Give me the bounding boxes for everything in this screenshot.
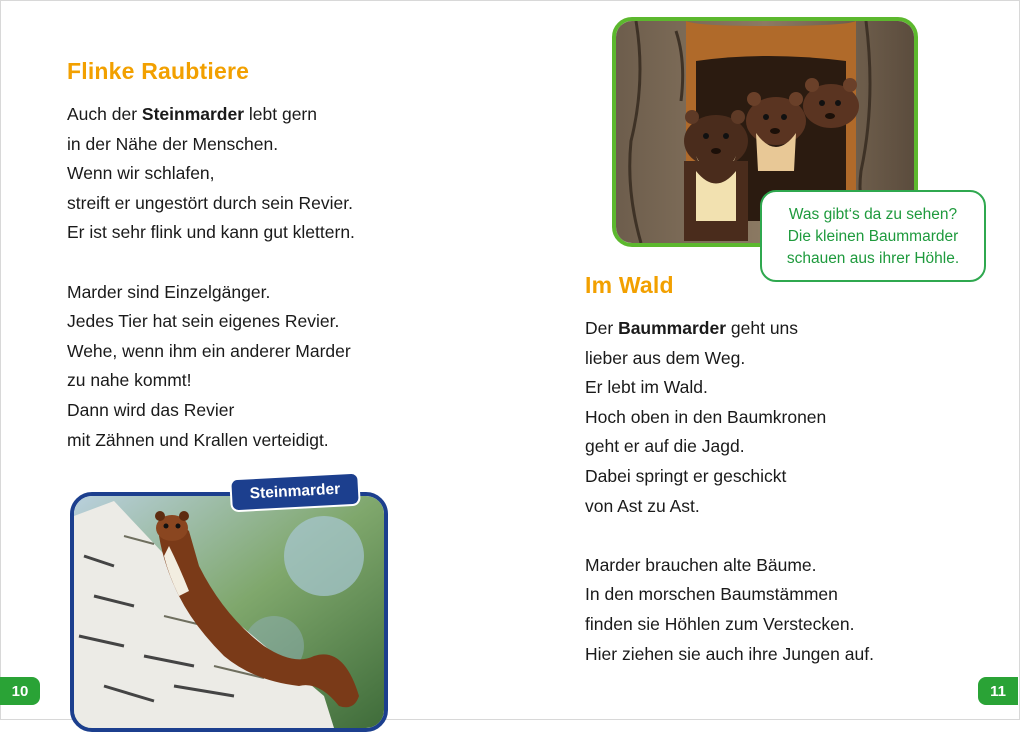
caption-line: Die kleinen Baummarder	[787, 228, 959, 245]
text-line: Dabei springt er geschickt	[585, 465, 787, 486]
text-line: lieber aus dem Weg.	[585, 347, 746, 368]
text-line: Der Baummarder geht uns	[585, 318, 799, 338]
text-line: streift er ungestört durch sein Revier.	[67, 192, 353, 213]
text-line: Marder sind Einzelgänger.	[67, 281, 271, 302]
text-line: Auch der Steinmarder lebt gern	[67, 104, 317, 124]
steinmarder-illustration	[74, 496, 384, 728]
right-heading: Im Wald	[585, 272, 674, 298]
steinmarder-photo	[70, 492, 388, 732]
text-line: In den morschen Baumstämmen	[585, 584, 838, 605]
text-line: geht er auf die Jagd.	[585, 436, 745, 457]
text-line: Hoch oben in den Baumkronen	[585, 406, 827, 427]
right-text-block	[585, 314, 874, 669]
page-number-right: 11	[978, 677, 1018, 705]
left-heading: Flinke Raubtiere	[67, 58, 250, 84]
text-line: Dann wird das Revier	[67, 399, 235, 420]
caption-line: schauen aus ihrer Höhle.	[786, 250, 960, 267]
text-line: finden sie Höhlen zum Verstecken.	[585, 613, 855, 634]
text-line: Hier ziehen sie auch ihre Jungen auf.	[585, 643, 874, 664]
left-text-block	[67, 100, 355, 455]
paragraph-gap	[67, 248, 355, 278]
text-line: Marder brauchen alte Bäume.	[585, 554, 817, 575]
text-line: von Ast zu Ast.	[585, 495, 700, 516]
text-line: in der Nähe der Menschen.	[67, 133, 279, 154]
text-line: Er ist sehr flink und kann gut klettern.	[67, 222, 355, 243]
text-line: zu nahe kommt!	[67, 370, 192, 391]
bold-term: Steinmarder	[141, 104, 245, 124]
steinmarder-label: Steinmarder	[231, 474, 358, 511]
text-line: Wehe, wenn ihm ein anderer Marder	[67, 340, 351, 361]
photo-caption-bubble	[760, 190, 986, 282]
text-line: Jedes Tier hat sein eigenes Revier.	[67, 311, 340, 332]
paragraph-gap	[585, 521, 874, 551]
bold-term: Baummarder	[618, 318, 727, 338]
text-line: Wenn wir schlafen,	[67, 163, 215, 184]
text-line: mit Zähnen und Krallen verteidigt.	[67, 429, 329, 450]
text-line: Er lebt im Wald.	[585, 377, 708, 398]
page-number-left: 10	[0, 677, 40, 705]
caption-line: Was gibt‘s da zu sehen?	[788, 206, 958, 223]
